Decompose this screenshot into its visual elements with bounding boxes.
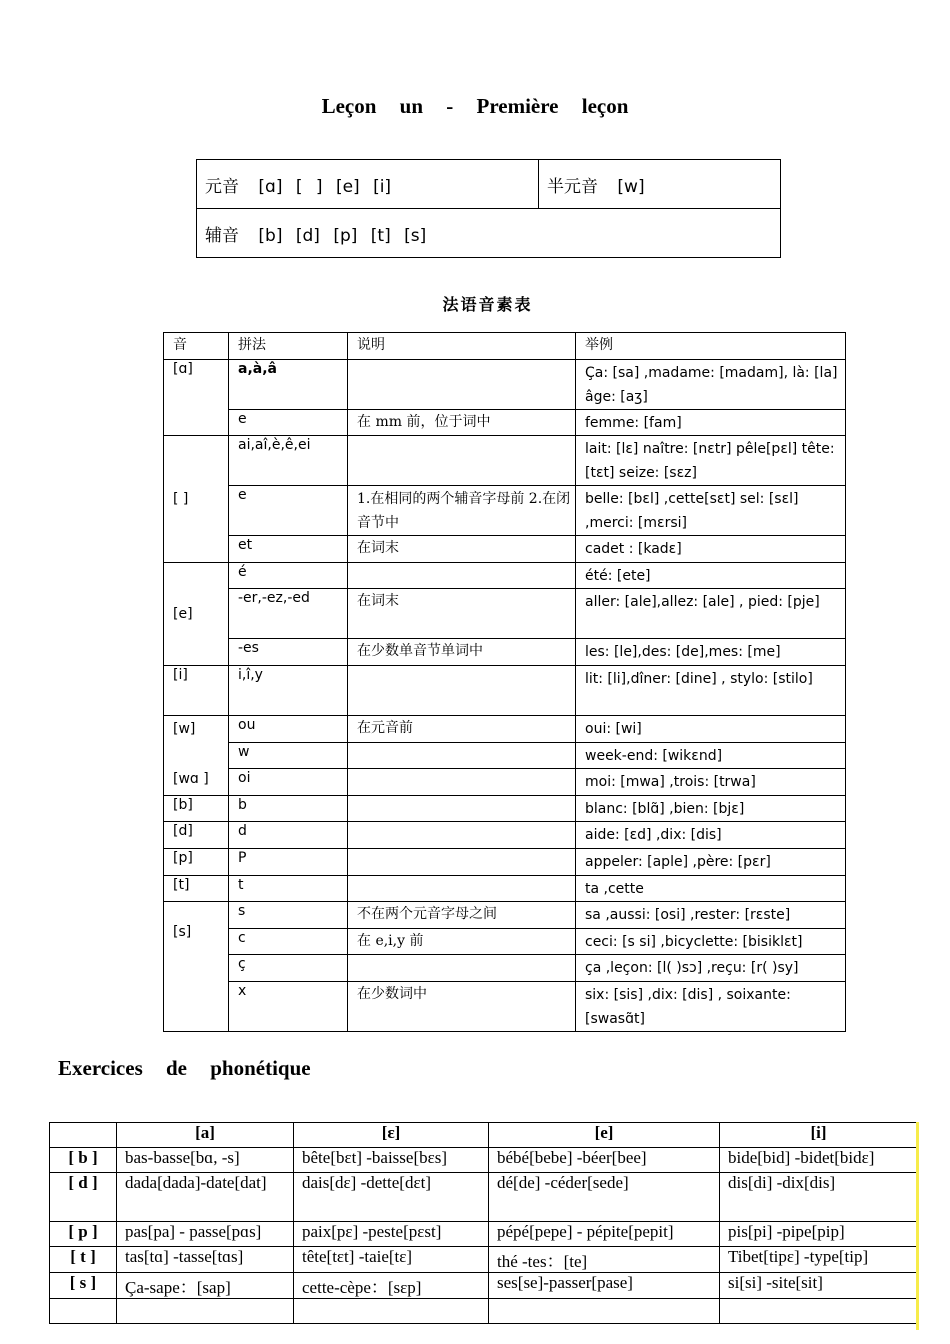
note-cell: [348, 795, 576, 822]
note-cell: [348, 955, 576, 982]
table-row: [50, 1222, 918, 1247]
spelling-cell: e: [229, 486, 348, 536]
table-row: [50, 1148, 918, 1173]
note-cell: [348, 436, 576, 486]
exercise-cell: paix[pɛ] -peste[pɛst]: [294, 1222, 489, 1247]
note-cell: 不在两个元音字母之间: [348, 902, 576, 929]
spelling-cell: oi: [229, 769, 348, 796]
exercise-cell: pas[pa] - passe[pɑs]: [117, 1222, 294, 1247]
note-cell: [348, 562, 576, 589]
note-cell: [348, 769, 576, 796]
exercise-cell: ses[se]-passer[pase]: [489, 1273, 720, 1299]
note-cell: [348, 822, 576, 849]
table-row: [164, 902, 846, 929]
note-cell: [348, 848, 576, 875]
table-row: [164, 359, 846, 409]
table-row: [164, 795, 846, 822]
example-cell: cadet : [kadɛ]: [576, 536, 846, 563]
spelling-cell: w: [229, 742, 348, 769]
empty-cell: [117, 1299, 294, 1324]
consonants-list: [b] [d] [p] [t] [s]: [258, 225, 427, 246]
table-row: [50, 1247, 918, 1273]
note-cell: [348, 665, 576, 715]
table-row: [164, 981, 846, 1031]
header-e: [e]: [489, 1123, 720, 1148]
exercise-cell: Tibet[tipɛ] -type[tip]: [720, 1247, 918, 1273]
exercise-cell: bébé[bebe] -béer[bee]: [489, 1148, 720, 1173]
row-label: [ b ]: [50, 1148, 117, 1173]
vowels-cell: [197, 160, 539, 209]
header-spelling: 拼法: [229, 333, 348, 360]
header-example: 举例: [576, 333, 846, 360]
header-a: [a]: [117, 1123, 294, 1148]
exercises-title: Exercices de phonétique: [58, 1056, 311, 1080]
note-cell: 在元音前: [348, 715, 576, 742]
table-row: [164, 769, 846, 796]
sound-cell: [d]: [164, 822, 229, 849]
exercise-cell: Ça-sape：[sap]: [117, 1273, 294, 1299]
spelling-cell: ç: [229, 955, 348, 982]
example-cell: lait: [lɛ] naître: [nɛtr] pêle[pɛl] tête: [tɛt] seize: [sɛz]: [576, 436, 846, 486]
example-cell: oui: [wi]: [576, 715, 846, 742]
header-i: [i]: [720, 1123, 918, 1148]
table-row: [164, 822, 846, 849]
table-row: [164, 562, 846, 589]
example-cell: appeler: [aple] ,père: [pɛr]: [576, 848, 846, 875]
semivowels-cell: [539, 160, 781, 209]
empty-cell: [720, 1299, 918, 1324]
spelling-cell: x: [229, 981, 348, 1031]
semivowels-label: 半元音: [547, 176, 598, 197]
example-cell: week-end: [wikɛnd]: [576, 742, 846, 769]
example-cell: moi: [mwa] ,trois: [trwa]: [576, 769, 846, 796]
sound-cell: [t]: [164, 875, 229, 902]
exercise-cell: dada[dada]-date[dat]: [117, 1173, 294, 1222]
note-cell: 在词末: [348, 589, 576, 639]
spelling-cell: b: [229, 795, 348, 822]
spelling-cell: et: [229, 536, 348, 563]
empty-cell: [489, 1299, 720, 1324]
note-cell: 在 e,i,y 前: [348, 928, 576, 955]
phoneme-summary-box: [196, 159, 781, 258]
exercise-cell: bas-basse[bɑ, -s]: [117, 1148, 294, 1173]
table-row: [164, 848, 846, 875]
example-cell: six: [sis] ,dix: [dis] , soixante: [swasɑ̃t]: [576, 981, 846, 1031]
exercise-header-row: [50, 1123, 918, 1148]
sound-cell: [p]: [164, 848, 229, 875]
table-row: [164, 955, 846, 982]
semivowels-list: [w]: [617, 176, 645, 197]
sound-cell: [s]: [164, 902, 229, 1032]
header-sound: 音: [164, 333, 229, 360]
exercise-cell: tas[tɑ] -tasse[tɑs]: [117, 1247, 294, 1273]
exercise-cell: pis[pi] -pipe[pip]: [720, 1222, 918, 1247]
exercise-cell: cette-cèpe：[sɛp]: [294, 1273, 489, 1299]
phoneme-table-title: 法语音素表: [442, 295, 533, 314]
note-cell: 在 mm 前，位于词中: [348, 409, 576, 436]
spelling-cell: d: [229, 822, 348, 849]
spelling-cell: -er,-ez,-ed: [229, 589, 348, 639]
vowels-label: 元音: [205, 176, 239, 197]
table-row: [164, 589, 846, 639]
sound-cell: [b]: [164, 795, 229, 822]
table-row: [50, 1173, 918, 1222]
table-row: [164, 742, 846, 769]
spelling-cell: é: [229, 562, 348, 589]
exercise-cell: dais[dɛ] -dette[dɛt]: [294, 1173, 489, 1222]
phoneme-table-header: [164, 333, 846, 360]
header-note: 说明: [348, 333, 576, 360]
spelling-cell: ai,aî,è,ê,ei: [229, 436, 348, 486]
corner-cell: [50, 1123, 117, 1148]
note-cell: 在少数单音节单词中: [348, 639, 576, 666]
example-cell: aller: [ale],allez: [ale] , pied: [pje]: [576, 589, 846, 639]
spelling-cell: -es: [229, 639, 348, 666]
empty-cell: [294, 1299, 489, 1324]
table-row: [164, 409, 846, 436]
example-cell: belle: [bɛl] ,cette[sɛt] sel: [sɛl] ,merci: [mɛrsi]: [576, 486, 846, 536]
consonants-cell: [197, 209, 781, 258]
exercise-table: [49, 1122, 918, 1324]
example-cell: ça ,leçon: [l( )sɔ] ,reçu: [r( )sy]: [576, 955, 846, 982]
row-label: [ d ]: [50, 1173, 117, 1222]
example-cell: ta ,cette: [576, 875, 846, 902]
example-cell: lit: [li],dîner: [dine] , stylo: [stilo]: [576, 665, 846, 715]
exercise-cell: si[si] -site[sit]: [720, 1273, 918, 1299]
table-row: [164, 875, 846, 902]
table-row: [164, 665, 846, 715]
sound-cell: [i]: [164, 665, 229, 715]
table-row: [164, 639, 846, 666]
table-row: [164, 486, 846, 536]
example-cell: ceci: [s si] ,bicyclette: [bisiklɛt]: [576, 928, 846, 955]
sound-w: [w]: [173, 720, 196, 737]
spelling-cell: s: [229, 902, 348, 929]
exercise-cell: bide[bid] -bidet[bidɛ]: [720, 1148, 918, 1173]
sound-cell: [ ]: [164, 436, 229, 563]
table-row: [164, 536, 846, 563]
table-row: [50, 1273, 918, 1299]
table-row: [164, 715, 846, 742]
header-epsilon: [ɛ]: [294, 1123, 489, 1148]
phoneme-table: [163, 332, 846, 1032]
highlight-margin-line: [916, 1122, 919, 1330]
page-title: Leçon un - Première leçon: [321, 94, 629, 118]
example-cell: aide: [ɛd] ,dix: [dis]: [576, 822, 846, 849]
exercise-cell: dé[de] -céder[sede]: [489, 1173, 720, 1222]
spelling-cell: i,î,y: [229, 665, 348, 715]
row-label: [ p ]: [50, 1222, 117, 1247]
spelling-cell: a,à,â: [229, 359, 348, 409]
table-row-empty: [50, 1299, 918, 1324]
table-row: [164, 928, 846, 955]
row-label: [ t ]: [50, 1247, 117, 1273]
sound-wa: [wɑ ]: [173, 770, 209, 787]
note-cell: 在少数词中: [348, 981, 576, 1031]
note-cell: 在词末: [348, 536, 576, 563]
vowels-list: [ɑ] [ ] [e] [i]: [258, 176, 392, 197]
note-cell: [348, 742, 576, 769]
example-cell: blanc: [blɑ̃] ,bien: [bjɛ]: [576, 795, 846, 822]
exercise-cell: tête[tɛt] -taie[tɛ]: [294, 1247, 489, 1273]
sound-cell: [164, 715, 229, 795]
spelling-cell: P: [229, 848, 348, 875]
exercise-cell: thé -tes：[te]: [489, 1247, 720, 1273]
spelling-cell: c: [229, 928, 348, 955]
exercise-cell: dis[di] -dix[dis]: [720, 1173, 918, 1222]
example-cell: les: [le],des: [de],mes: [me]: [576, 639, 846, 666]
table-row: [164, 436, 846, 486]
spelling-cell: ou: [229, 715, 348, 742]
note-cell: 1.在相同的两个辅音字母前 2.在闭音节中: [348, 486, 576, 536]
note-cell: [348, 359, 576, 409]
spelling-cell: e: [229, 409, 348, 436]
exercise-cell: bête[bɛt] -baisse[bɛs]: [294, 1148, 489, 1173]
note-cell: [348, 875, 576, 902]
empty-cell: [50, 1299, 117, 1324]
row-label: [ s ]: [50, 1273, 117, 1299]
spelling-cell: t: [229, 875, 348, 902]
exercise-cell: pépé[pepe] - pépite[pepit]: [489, 1222, 720, 1247]
example-cell: Ça: [sa] ,madame: [madam], là: [la] âge: [aʒ]: [576, 359, 846, 409]
example-cell: femme: [fam]: [576, 409, 846, 436]
example-cell: sa ,aussi: [osi] ,rester: [rɛste]: [576, 902, 846, 929]
example-cell: été: [ete]: [576, 562, 846, 589]
sound-cell: [e]: [164, 562, 229, 665]
sound-cell: [ɑ]: [164, 359, 229, 436]
consonants-label: 辅音: [205, 225, 239, 246]
